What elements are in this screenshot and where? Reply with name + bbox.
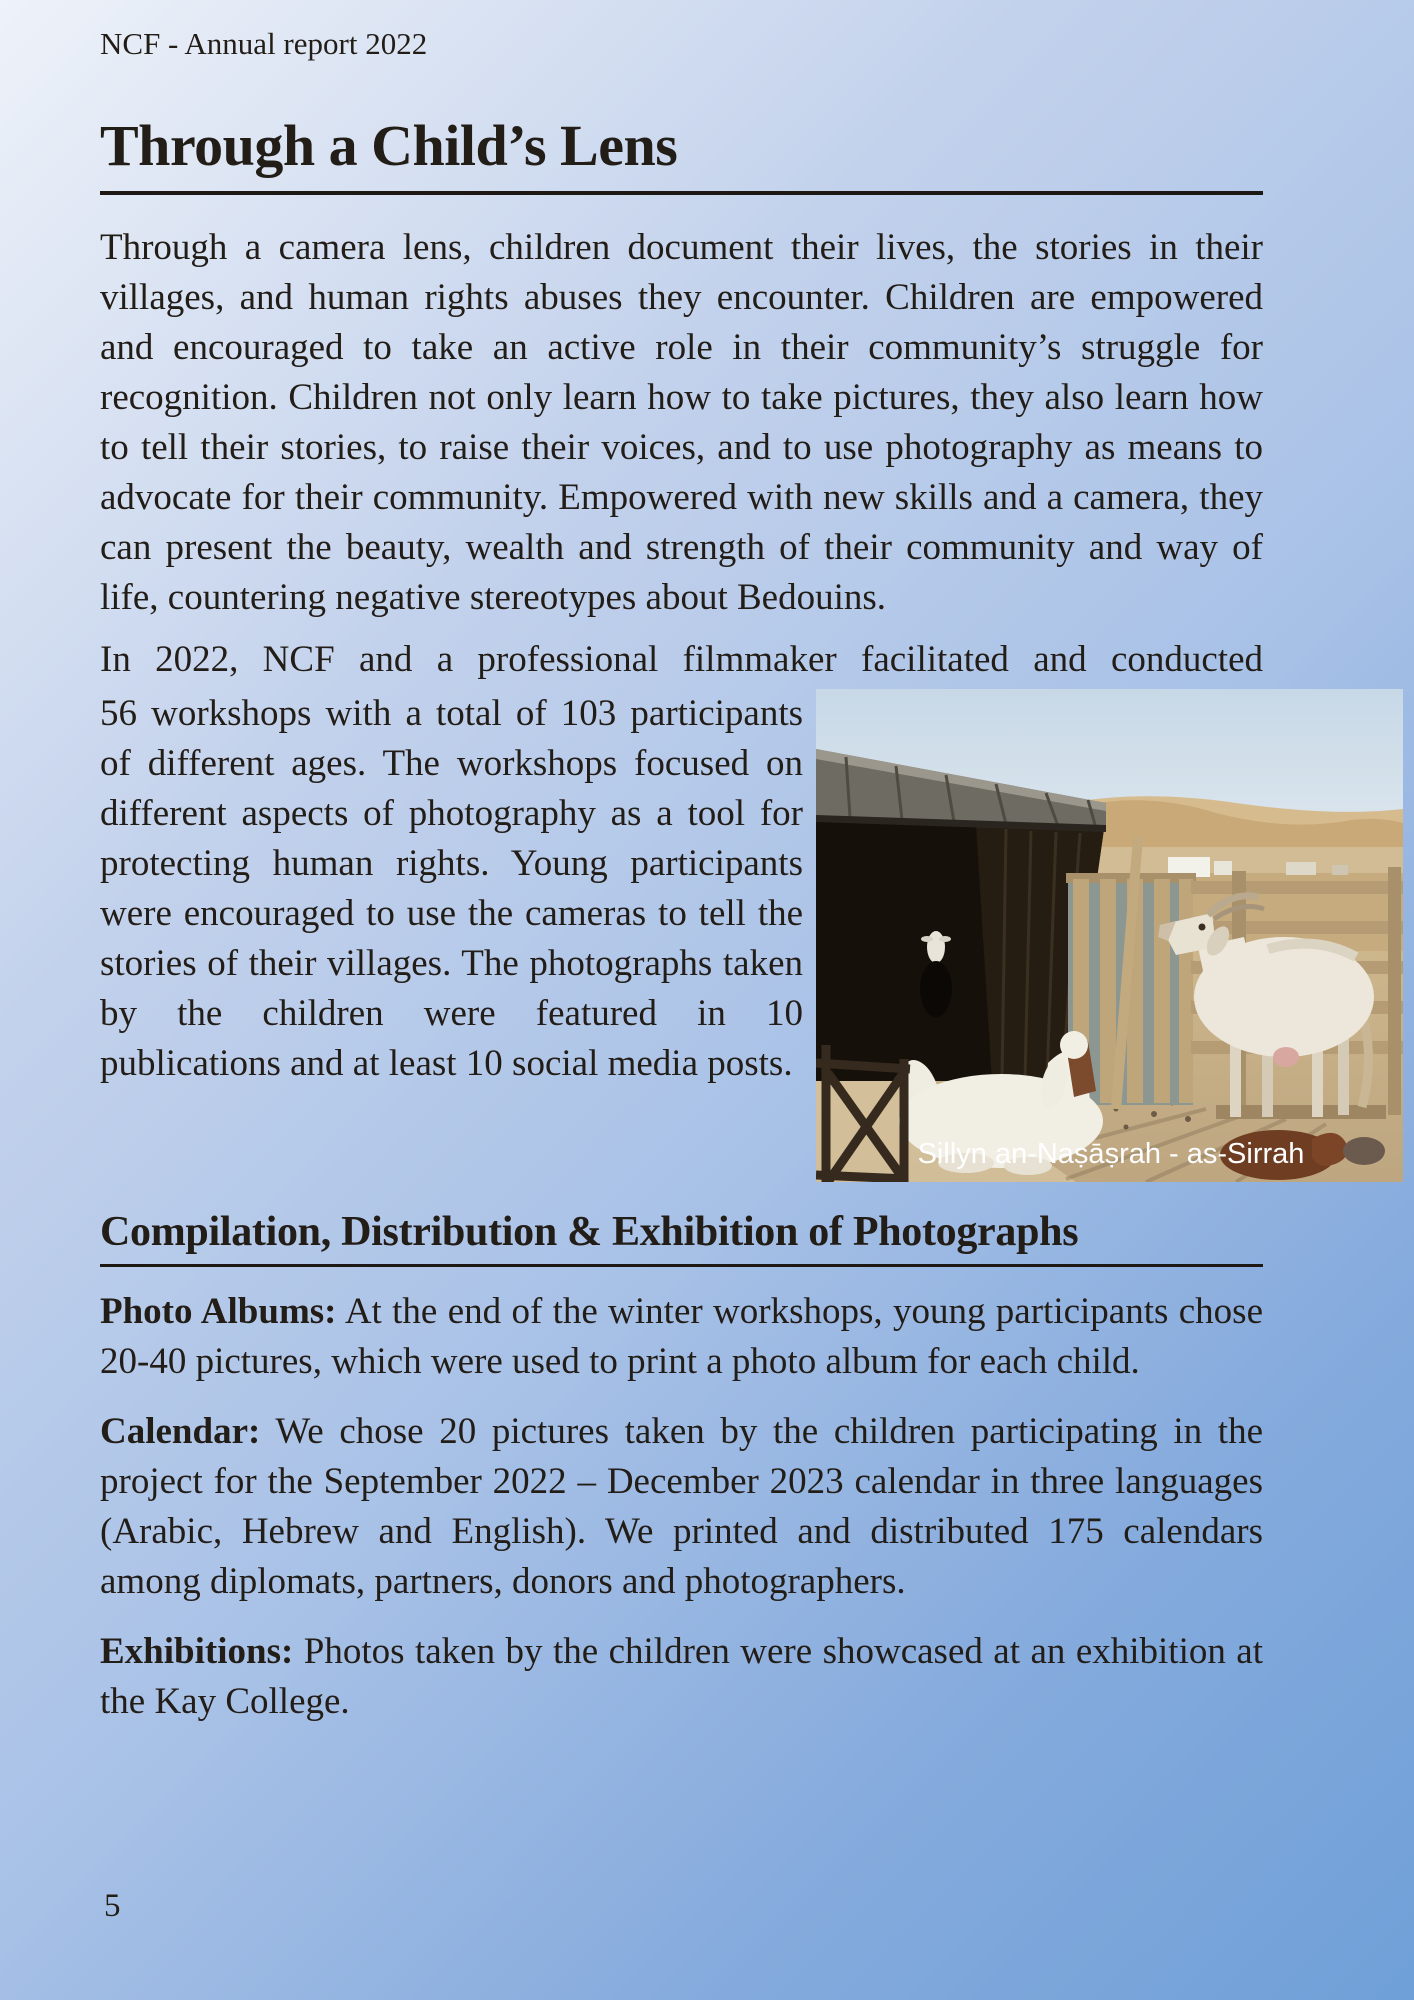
calendar-text: We chose 20 pictures taken by the children participating in the project for the September 2022 – December 2023 calendar in three languages (Arabic, Hebrew and English). We printed and distributed 175 calendars among diplomats, partners, donors and photographers.	[100, 1411, 1263, 1602]
wooden-platform	[1216, 1105, 1386, 1119]
title-rule	[100, 191, 1263, 195]
text-photo-row	[100, 689, 1305, 1182]
shed	[816, 749, 1106, 1081]
goats-photo	[816, 689, 1403, 1182]
calendar-lead: Calendar:	[100, 1411, 261, 1452]
exhibitions-text: Photos taken by the children were showcased at an exhibition at the Kay College.	[100, 1631, 1264, 1722]
exhibitions-lead: Exhibitions:	[100, 1631, 294, 1672]
page-title: Through a Child’s Lens	[100, 113, 678, 178]
workshops-paragraph-rest: 56 workshops with a total of 103 participants of different ages. The workshops focused on different aspects of photography as a tool for protecting human rights. Young participants were encouraged to use the cameras to tell the stories of their villages. The photographs taken by the children were featured in 10 publications and at least 10 social media posts.	[100, 693, 803, 1084]
photo-caption: Sillyn an-Naṣāṣrah - as-Sirrah	[917, 1138, 1305, 1170]
intro-paragraph: Through a camera lens, children document their lives, the stories in their villages, and human rights abuses they encounter. Children are empowered and encouraged to take an active role in their community’s struggle for recognition. Children not only learn how to take pictures, they also learn how to tell their stories, to raise their voices, and to use photography as means to advocate for their community. Empowered with new skills and a camera, they can present the beauty, wealth and strength of their community and way of life, countering negative stereotypes about Bedouins.	[100, 227, 1263, 618]
section-heading-rule	[100, 1264, 1263, 1267]
photo-albums-text: At the end of the winter workshops, young participants chose 20-40 pictures, which were used to print a photo album for each child.	[100, 1291, 1263, 1382]
workshops-paragraph-first-line: In 2022, NCF and a professional filmmaker facilitated and conducted	[100, 639, 1263, 680]
exhibitions-paragraph	[100, 1627, 1263, 1727]
page-content	[100, 0, 1305, 1727]
photo-albums-paragraph	[100, 1287, 1263, 1387]
report-header: NCF - Annual report 2022	[100, 26, 428, 61]
page-number: 5	[104, 1888, 121, 1924]
section-heading: Compilation, Distribution & Exhibition of Photographs	[100, 1209, 1079, 1255]
stone	[1343, 1137, 1385, 1165]
goat-udder	[1273, 1047, 1299, 1067]
calendar-paragraph	[100, 1407, 1263, 1607]
photo-albums-lead: Photo Albums:	[100, 1291, 337, 1332]
